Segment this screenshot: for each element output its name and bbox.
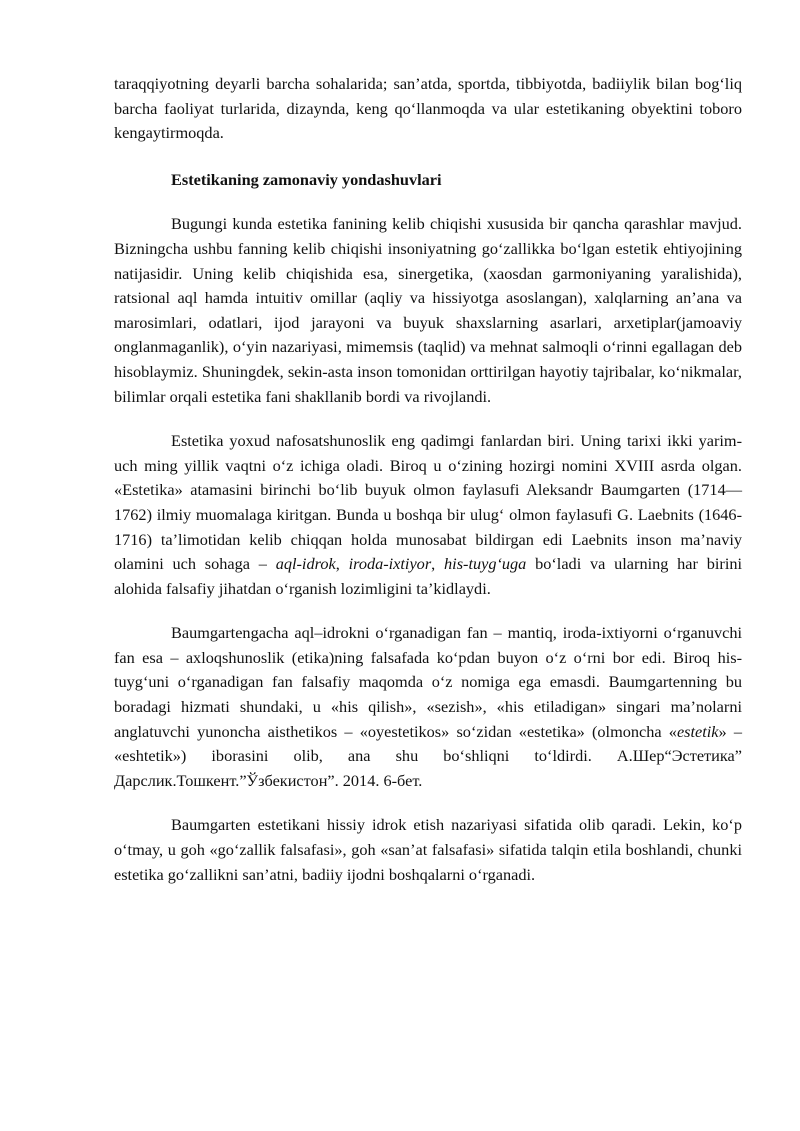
italic-term-his-tuyguga: his-tuyg‘uga — [444, 554, 527, 574]
document-page — [114, 72, 742, 887]
paragraph-origins: Bugungi kunda estetika fanining kelib chiqishi xususida bir qancha qarashlar mavjud. Bizningcha ushbu fanning kelib chiqishi insoniyatning go‘zallikka bo‘lgan estetik ehtiyojining natijasidir. Uning kelib chiqishida esa, sinergetika, (xaosdan garmoniyaning yaralishida), ratsional aql hamda intuitiv omillar (aqliy va hissiyotga asoslangan), xalqlarning an’ana va marosimlari, odatlari, ijod jarayoni va buyuk shaxslarning asarlari, arxetiplar(jamoaviy onglanmaganlik), o‘yin nazariyasi, mimemsis (taqlid) va mehnat salmoqli o‘rinni egallagan deb hisoblaymiz. Shuningdek, sekin-asta inson tomonidan orttirilgan hayotiy tajribalar, ko‘nikmalar, bilimlar orqali estetika fani shakllanib bordi va rivojlandi. — [114, 214, 742, 406]
paragraph-continuation: taraqqiyotning deyarli barcha sohalarida; san’atda, sportda, tibbiyotda, badiiylik bilan bog‘liq barcha faoliyat turlarida, dizaynda, keng qo‘llanmoqda va ular estetikaning obyektini toboro kengaytirmoqda. — [114, 74, 742, 143]
comma-2: , — [431, 554, 436, 574]
paragraph-history-text-b: bo‘ladi va ularning har birini alohida falsafiy jihatdan o‘rganish lozimligini ta’kidlaydi. — [114, 554, 743, 598]
paragraph-history-text-a: Estetika yoxud nafosatshunoslik eng qadimgi fanlardan biri. Uning tarixi ikki yarim-uch ming yillik vaqtni o‘z ichiga oladi. Biroq u o‘zining hozirgi nomini XVIII asrda olgan. «Estetika» atamasini birinchi bo‘lib buyuk olmon faylasufi Aleksandr Baumgarten (1714—1762) ilmiy muomalaga kiritgan. Bunda u boshqa bir ulug‘ olmon faylasufi G. Laebnits (1646-1716) ta’limotidan kelib chiqqan holda munosabat bildirgan edi Laebnits inson ma’naviy olamini uch sohaga – — [114, 431, 742, 574]
paragraph-history — [114, 429, 742, 601]
paragraph-contribution-text-b: » – «eshtetik») iborasini olib, ana shu bo‘shliqni to‘ldirdi. А.Шер“Эстетика” Дарслик.Тошкент.”Ўзбекистон”. 2014. 6-бет. — [114, 721, 742, 790]
section-heading: Estetikaning zamonaviy yondashuvlari — [171, 169, 442, 189]
paragraph-baumgarten-contribution — [114, 621, 742, 793]
comma-1: , — [335, 554, 340, 574]
paragraph-contribution-text-a: Baumgartengacha aql–idrokni o‘rganadigan fan – mantiq, iroda-ixtiyorni o‘rganuvchi fan esa – axloqshunoslik (etika)ning falsafada ko‘pdan buyon o‘z o‘rni bor edi. Biroq his-tuyg‘uni o‘rganadigan fan falsafiy maqomda o‘z nomiga ega emasdi. Baumgartenning bu boradagi hizmati shundaki, u «his qilish», «sezish», «his etiladigan» singari ma’nolarni anglatuvchi yunoncha aisthetikos – «oyestetikos» so‘zidan «estetika» (olmoncha « — [114, 623, 742, 741]
italic-term-iroda-ixtiyor: iroda-ixtiyor — [348, 554, 432, 574]
italic-term-estetik: estetik — [676, 721, 719, 741]
italic-term-aql-idrok: aql-idrok — [275, 554, 336, 574]
paragraph-baumgarten-theory: Baumgarten estetikani hissiy idrok etish nazariyasi sifatida olib qaradi. Lekin, ko‘p o‘tmay, u goh «go‘zallik falsafasi», goh «san’at falsafasi» sifatida talqin etila boshlandi, chunki estetika go‘zallikni san’atni, badiiy ijodni boshqalarni o‘rganadi. — [114, 815, 742, 884]
